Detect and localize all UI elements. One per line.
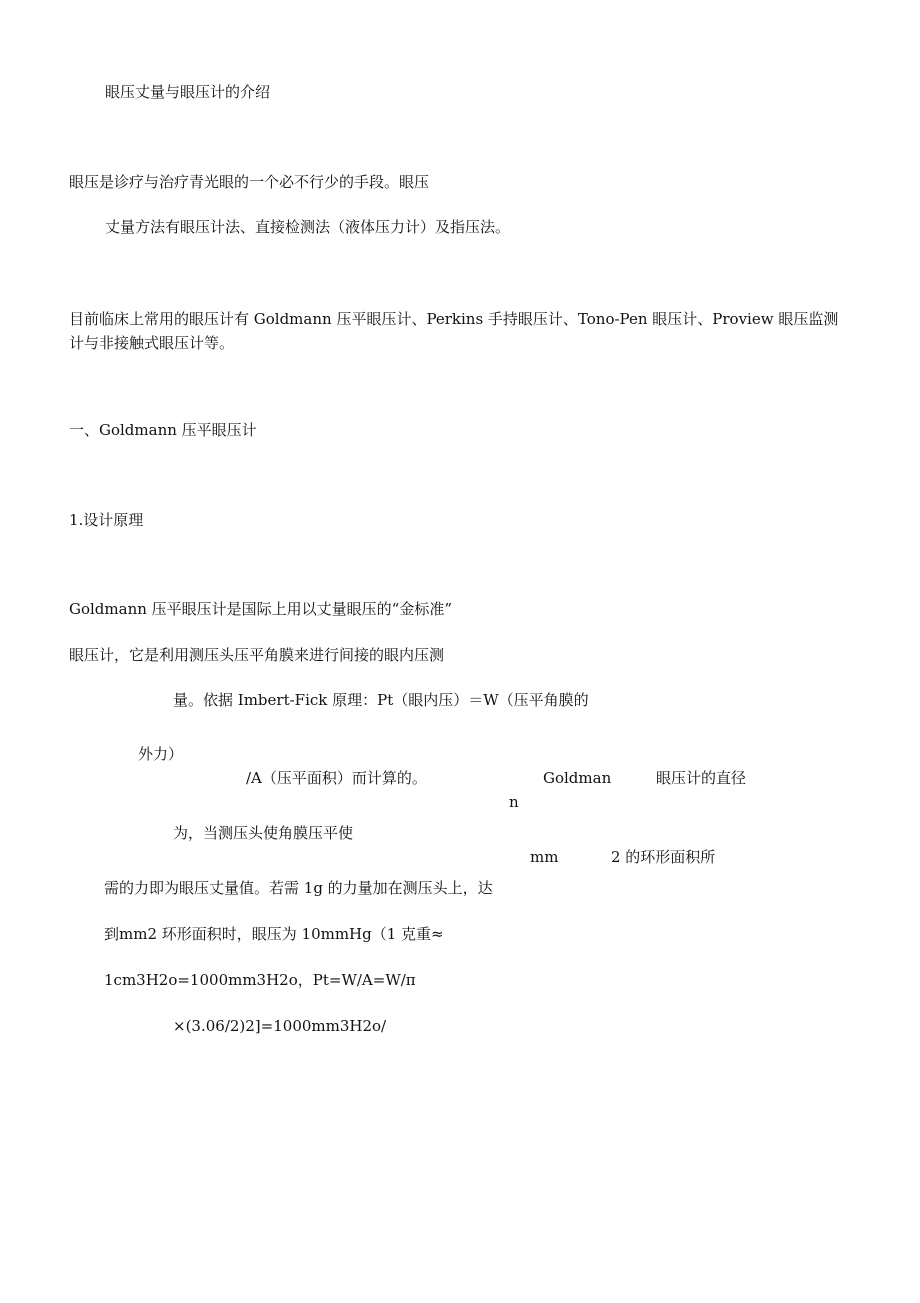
principle-line-7-area: 2 的环形面积所 — [611, 848, 716, 866]
principle-line-6: 为，当测压头使角膜压平使 — [173, 824, 354, 842]
principle-line-8: 需的力即为眼压丈量值。若需 1g 的力量加在测压头上，达 — [104, 879, 493, 897]
intro-line-2: 丈量方法有眼压计法、直接检测法（液体压力计）及指压法。 — [105, 218, 511, 236]
section-heading-goldmann: 一、Goldmann 压平眼压计 — [69, 421, 257, 439]
common-tonometers-paragraph: 目前临床上常用的眼压计有 Goldmann 压平眼压计、Perkins 手持眼压计、Tono-Pen 眼压计、Proview 眼压监测计与非接触式眼压计等。 — [69, 310, 839, 352]
intro-line-1: 眼压是诊疗与治疗青光眼的一个必不行少的手段。眼压 — [69, 173, 430, 191]
principle-line-9: 到mm2 环形面积时，眼压为 10mmHg（1 克重≈ — [104, 925, 444, 943]
principle-line-5-goldman: Goldman — [543, 769, 612, 787]
principle-line-1: Goldmann 压平眼压计是国际上用以丈量眼压的“金标准” — [69, 600, 453, 618]
principle-line-5-formula: /A（压平面积）而计算的。 — [246, 769, 427, 787]
principle-line-2: 眼压计，它是利用测压头压平角膜来进行间接的眼内压测 — [69, 646, 445, 664]
principle-line-3: 量。依据 Imbert-Fick 原理：Pt（眼内压）＝W（压平角膜的 — [173, 691, 589, 709]
principle-line-7-mm: mm — [530, 848, 559, 866]
principle-line-10: 1cm3H2o=1000mm3H2o，Pt=W/A=W/π — [104, 971, 416, 989]
document-title: 眼压丈量与眼压计的介绍 — [105, 83, 271, 101]
subheading-design-principle: 1.设计原理 — [69, 511, 144, 529]
principle-line-5-diameter: 眼压计的直径 — [656, 769, 747, 787]
principle-line-4: 外力） — [138, 745, 184, 763]
principle-line-5-n: n — [509, 793, 519, 811]
principle-line-11: ×(3.06/2)2]=1000mm3H2o/ — [173, 1017, 387, 1035]
